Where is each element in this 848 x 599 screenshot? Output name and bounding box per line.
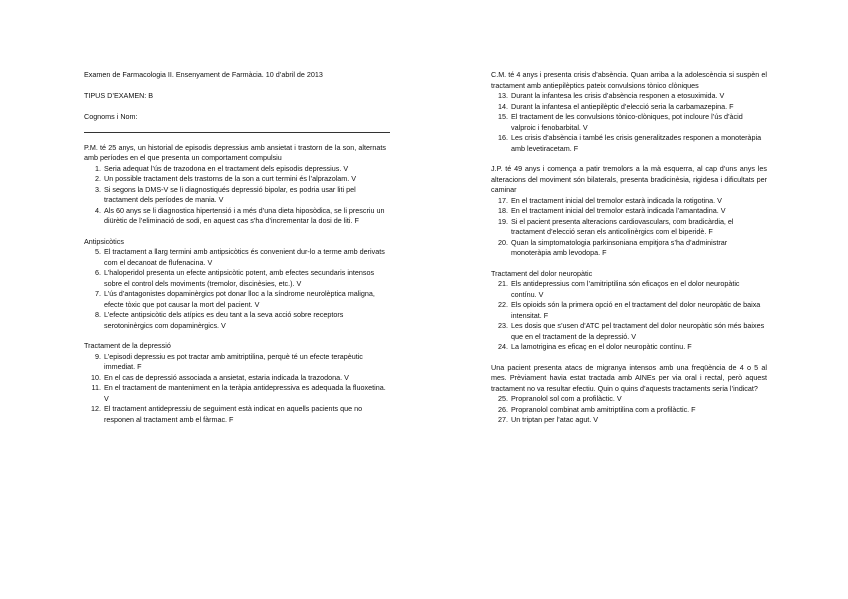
question-text: L’episodi depressiu es pot tractar amb amitriptilina, perquè té un efecte terapèutic immediat. F — [104, 351, 363, 371]
question-list — [491, 91, 767, 154]
question-list — [84, 352, 386, 426]
question-text: Durant la infantesa el antiepilèptic d’elecció seria la carbamazepina. F — [511, 101, 734, 111]
question-list — [491, 196, 767, 259]
question-item — [491, 217, 767, 238]
question-text: Els antidepressius com l’amitriptilina són eficaços en el dolor neuropàtic contínu. V — [511, 279, 740, 299]
question-text: L’efecte antipsicòtic dels atípics es deu tant a la seva acció sobre receptors serotoninèrgics com dopaminèrgics. V — [104, 310, 344, 330]
question-number: 2. — [95, 174, 101, 183]
question-text: En el tractament inicial del tremolor estarà indicada l’amantadina. V — [511, 206, 726, 215]
question-text: En el tractament inicial del tremolor estarà indicada la rotigotina. V — [511, 195, 722, 205]
exam-title: Examen de Farmacologia II. Ensenyament de Farmàcia. 10 d’abril de 2013 — [84, 70, 323, 79]
question-number: 3. — [95, 184, 101, 194]
question-item — [84, 206, 386, 227]
question-list — [491, 279, 767, 353]
question-number: 23. — [498, 321, 508, 330]
case-pm: P.M. té 25 anys, un historial de episodis depressius amb ansietat i trastorn de la son, alternats amb períodes en el que presenta un comportament compulsiu — [84, 142, 386, 162]
question-text: El tractament de les convulsions tònico-clòniques, pot incloure l’ús d’àcid valproic i fenobarbital. V — [511, 112, 743, 132]
question-text: Un possible tractament dels trastorns de la son a curt termini és l’alprazolam. V — [104, 174, 357, 183]
divider — [84, 132, 390, 133]
question-text: Si el pacient presenta alteracions cardiovasculars, com bradicàrdia, el tractament d’elecció seran els anticolinèrgics com el biperidè. F — [511, 216, 734, 236]
section-title: Tractament de la depressió — [84, 341, 171, 350]
question-text: Als 60 anys se li diagnostica hipertensió i a més d’una dieta hiposòdica, se li prescriu un diürètic de l’eliminació de sodi, en aquest cas s’ha d’incrementar la dosi de liti. F — [104, 205, 385, 225]
question-text: Propranolol combinat amb amitriptilina com a profilàctic. F — [511, 404, 696, 414]
question-text: El tractament antidepressiu de seguiment està indicat en aquells pacients que no responen al tractament amb el fàrmac. F — [104, 404, 363, 424]
section-title: Antipsicòtics — [84, 236, 124, 246]
case-jp: J.P. té 49 anys i comença a patir tremolors a la mà esquerra, al cap d’uns anys les alteracions del moviment són bilaterals, presenta bradicinèsia, rigidesa i dificultats per caminar — [491, 164, 767, 194]
question-list — [84, 164, 386, 227]
case-migranya: Una pacient presenta atacs de migranya intensos amb una freqüència de 4 o 5 al mes. Prèviament havia estat tractada amb AINEs per via oral i rectal, però aquest tractament no va resultar efectiu. Quin o quins d’aquests tractaments seria l’indicat? — [491, 362, 767, 393]
question-number: 21. — [498, 279, 508, 288]
question-item — [491, 321, 767, 342]
question-item — [84, 383, 386, 404]
question-list — [84, 247, 386, 331]
question-text: Les dosis que s’usen d’ATC pel tractament del dolor neuropàtic són més baixes que en el tractament de la depressió. V — [511, 321, 765, 341]
question-text: L’haloperidol presenta un efecte antipsicòtic potent, amb efectes secundaris intensos sobre el control dels moviments (tremolor, discinèsies, etc.). V — [104, 268, 375, 288]
question-item — [84, 289, 386, 310]
question-number: 11. — [91, 383, 101, 392]
question-number: 26. — [498, 404, 508, 414]
question-number: 20. — [498, 237, 508, 247]
case-cm: C.M. té 4 anys i presenta crisis d’absència. Quan arriba a la adolescència si suspèn el tractament amb antiepilèptics pateix convulsions tònico clòniques — [491, 70, 767, 90]
question-item — [84, 373, 386, 384]
question-item — [491, 112, 767, 133]
question-item — [84, 310, 386, 331]
question-text: Propranolol sol com a profilàctic. V — [511, 394, 622, 403]
question-text: Durant la infantesa les crisis d’absència responen a etosuximida. V — [511, 91, 725, 100]
question-text: L’ús d’antagonistes dopaminèrgics pot donar lloc a la síndrome neurolèptica maligna, efecte tòxic que pot causar la mort del pacient. V — [104, 289, 375, 309]
question-item — [491, 102, 767, 113]
question-number: 13. — [498, 91, 508, 100]
question-number: 27. — [498, 415, 508, 424]
question-number: 16. — [498, 133, 508, 142]
question-number: 9. — [95, 351, 101, 361]
question-item — [491, 91, 767, 102]
question-item — [84, 352, 386, 373]
question-item — [84, 247, 386, 268]
question-item — [491, 279, 767, 300]
question-text: En el cas de depressió associada a ansietat, estaria indicada la trazodona. V — [104, 372, 349, 382]
question-list — [491, 394, 767, 426]
question-text: Els opioids són la primera opció en el tractament del dolor neuropàtic de baixa intensitat. F — [511, 300, 761, 320]
question-number: 18. — [498, 206, 508, 215]
name-label: Cognoms i Nom: — [84, 112, 138, 121]
question-item — [491, 206, 767, 217]
question-item — [84, 164, 386, 175]
question-number: 15. — [498, 112, 508, 121]
question-item — [84, 174, 386, 185]
question-item — [491, 238, 767, 259]
question-number: 5. — [95, 247, 101, 256]
exam-type: TIPUS D’EXAMEN: B — [84, 91, 154, 100]
question-item — [491, 133, 767, 154]
question-number: 6. — [95, 268, 101, 277]
question-item — [84, 404, 386, 425]
question-text: Un triptan per l’atac agut. V — [511, 415, 599, 424]
question-number: 10. — [91, 372, 101, 382]
question-number: 12. — [91, 404, 101, 413]
question-text: En el tractament de manteniment en la teràpia antidepressiva es adequada la fluoxetina. V — [104, 383, 386, 403]
question-item — [491, 415, 767, 426]
question-number: 8. — [95, 310, 101, 319]
question-number: 14. — [498, 101, 508, 111]
question-item — [491, 394, 767, 405]
question-text: Si segons la DMS-V se li diagnostiqués depressió bipolar, es podria usar liti pel tractament dels períodes de mania. V — [104, 184, 356, 204]
question-item — [84, 185, 386, 206]
question-number: 7. — [95, 289, 101, 298]
question-text: Les crisis d’absència i també les crisis generalitzades responen a monoteràpia amb levetiracetam. F — [511, 133, 762, 153]
question-number: 19. — [498, 216, 508, 226]
question-text: Quan la simptomatologia parkinsoniana empitjora s’ha d’administrar monoteràpia amb levodopa. F — [511, 237, 728, 257]
question-item — [491, 300, 767, 321]
question-number: 24. — [498, 342, 508, 351]
question-item — [84, 268, 386, 289]
question-item — [491, 196, 767, 207]
question-number: 4. — [95, 205, 101, 215]
question-number: 17. — [498, 195, 508, 205]
question-text: El tractament a llarg termini amb antipsicòtics és convenient dur-lo a terme amb derivats com el decanoat de flufenacina. V — [104, 247, 385, 267]
question-text: Seria adequat l’ús de trazodona en el tractament dels episodis depressius. V — [104, 163, 349, 173]
left-column — [84, 70, 386, 425]
question-text: La lamotrigina es eficaç en el dolor neuropàtic contínu. F — [511, 342, 692, 351]
question-number: 22. — [498, 300, 508, 309]
question-number: 25. — [498, 394, 508, 403]
question-item — [491, 405, 767, 416]
section-title: Tractament del dolor neuropàtic — [491, 268, 593, 278]
right-column — [491, 70, 767, 426]
question-item — [491, 342, 767, 353]
question-number: 1. — [95, 163, 101, 173]
